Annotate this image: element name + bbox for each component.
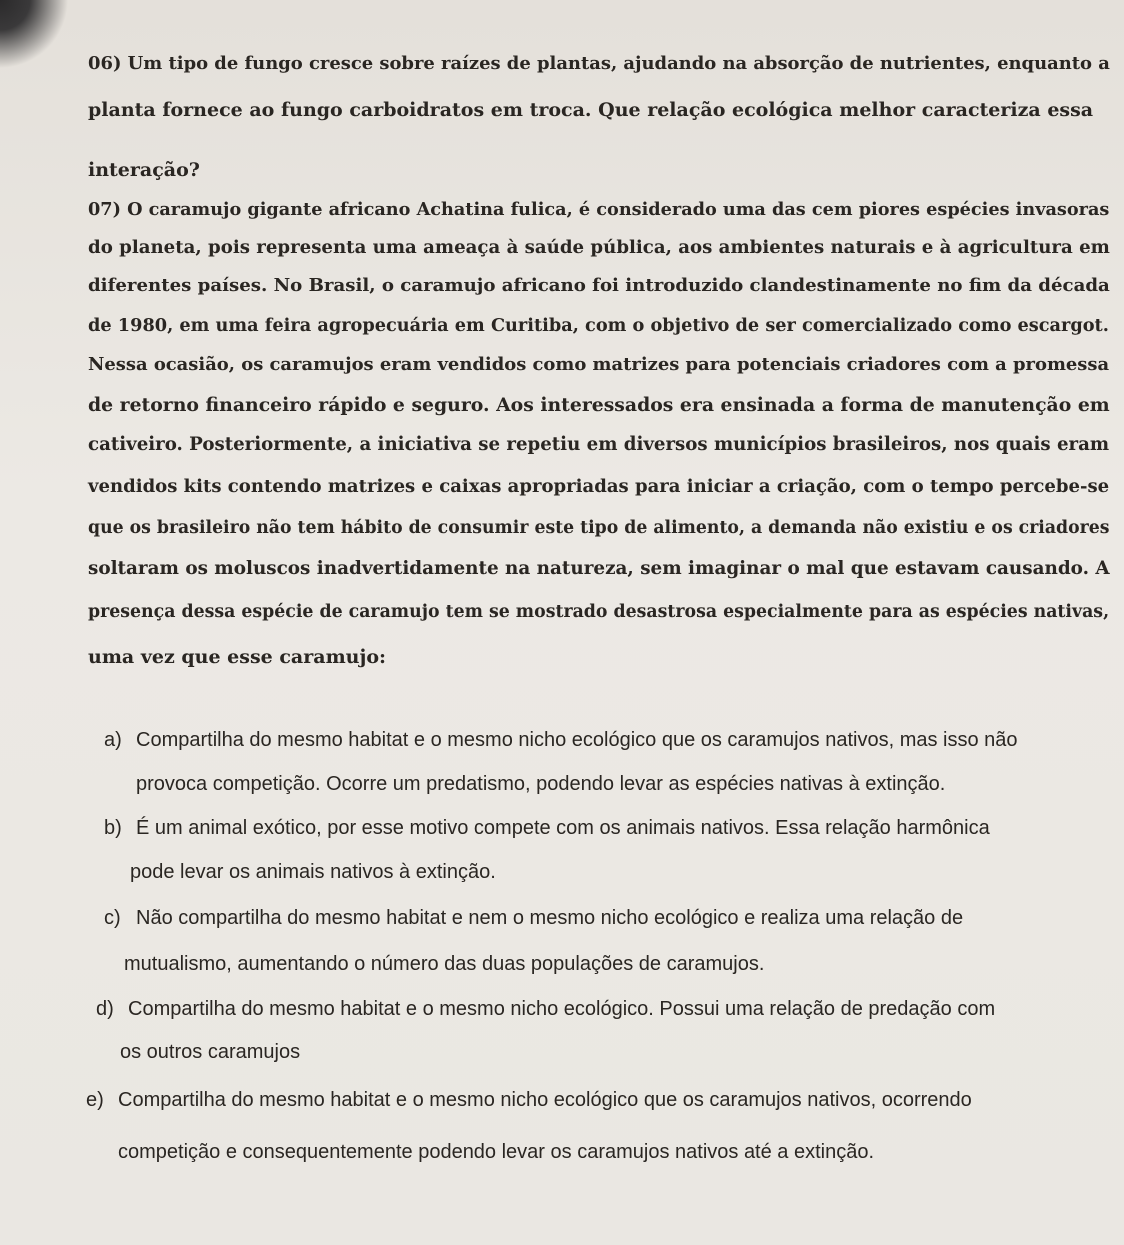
q07-line-1: 07) O caramujo gigante africano Achatina fulica, é considerado uma das cem piores espécies invasoras	[88, 199, 1110, 220]
option-a-label: a)	[104, 729, 122, 751]
q07-line-12: uma vez que esse caramujo:	[88, 646, 387, 668]
q07-line-3: diferentes países. No Brasil, o caramujo africano foi introduzido clandestinamente no fim da década	[88, 275, 1110, 296]
q06-line-1: 06) Um tipo de fungo cresce sobre raízes de plantas, ajudando na absorção de nutrientes, enquanto a	[88, 53, 1110, 74]
option-d-text-1: Compartilha do mesmo habitat e o mesmo nicho ecológico. Possui uma relação de predação com	[128, 998, 996, 1020]
option-b-text-2: pode levar os animais nativos à extinção.	[130, 861, 496, 883]
option-c-label: c)	[104, 907, 121, 929]
q07-line-6: de retorno financeiro rápido e seguro. Aos interessados era ensinada a forma de manutenção em	[88, 394, 1110, 416]
q07-line-9: que os brasileiro não tem hábito de consumir este tipo de alimento, a demanda não existiu e os criadores	[88, 518, 1110, 538]
q07-line-11: presença dessa espécie de caramujo tem se mostrado desastrosa especialmente para as espécies nativas,	[88, 602, 1110, 622]
q07-line-5: Nessa ocasião, os caramujos eram vendidos como matrizes para potenciais criadores com a promessa	[88, 354, 1110, 375]
photo-corner-shadow	[0, 0, 70, 70]
q07-line-4: de 1980, em uma feira agropecuária em Curitiba, com o objetivo de ser comercializado como escargot.	[88, 315, 1109, 336]
option-b-label: b)	[104, 817, 122, 839]
option-a-text-2: provoca competição. Ocorre um predatismo, podendo levar as espécies nativas à extinção.	[136, 773, 946, 795]
option-b	[104, 816, 990, 840]
option-b-text-1: É um animal exótico, por esse motivo compete com os animais nativos. Essa relação harmônica	[136, 817, 990, 839]
q07-line-8: vendidos kits contendo matrizes e caixas apropriadas para iniciar a criação, com o tempo percebe-se	[88, 476, 1110, 497]
q07-line-7: cativeiro. Posteriormente, a iniciativa se repetiu em diversos municípios brasileiros, nos quais eram	[88, 434, 1110, 455]
option-d-label: d)	[96, 998, 114, 1020]
option-a-text-1: Compartilha do mesmo habitat e o mesmo nicho ecológico que os caramujos nativos, mas isso não	[136, 729, 1018, 751]
option-e-text-1: Compartilha do mesmo habitat e o mesmo nicho ecológico que os caramujos nativos, ocorrendo	[118, 1089, 972, 1111]
q06-line-3: interação?	[88, 159, 200, 181]
q07-line-2: do planeta, pois representa uma ameaça à saúde pública, aos ambientes naturais e à agricultura em	[88, 237, 1110, 258]
option-c-text-2: mutualismo, aumentando o número das duas populações de caramujos.	[124, 953, 765, 975]
option-e-label: e)	[86, 1089, 104, 1111]
option-e	[86, 1088, 972, 1112]
option-c	[104, 906, 963, 930]
option-a	[104, 728, 1018, 752]
option-c-text-1: Não compartilha do mesmo habitat e nem o mesmo nicho ecológico e realiza uma relação de	[136, 907, 964, 929]
option-e-text-2: competição e consequentemente podendo levar os caramujos nativos até a extinção.	[118, 1141, 875, 1163]
q06-line-2: planta fornece ao fungo carboidratos em troca. Que relação ecológica melhor caracteriza essa	[88, 99, 1094, 121]
option-d	[96, 997, 995, 1021]
option-d-text-2: os outros caramujos	[120, 1041, 301, 1063]
q07-line-10: soltaram os moluscos inadvertidamente na natureza, sem imaginar o mal que estavam causando. A	[88, 558, 1110, 579]
